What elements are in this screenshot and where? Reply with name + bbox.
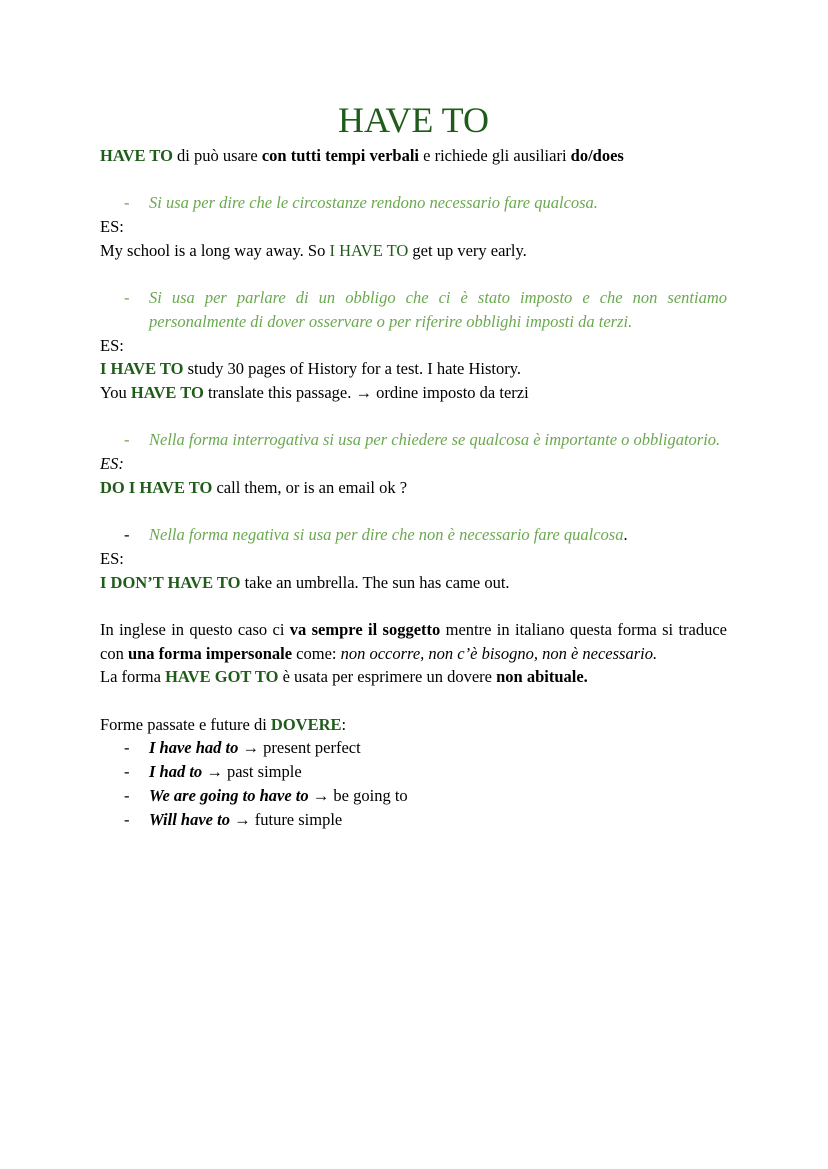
- list-item: - I had to → past simple: [124, 762, 302, 782]
- document-page: [100, 100, 727, 831]
- example-sentence: DO I HAVE TO call them, or is an email ok ?: [100, 477, 408, 497]
- example-sentence: You HAVE TO translate this passage. → ordine imposto da terzi: [100, 383, 529, 402]
- rule-bullet-1: - Si usa per dire che le circostanze rendono necessario fare qualcosa.: [124, 193, 598, 213]
- page-title: HAVE TO: [337, 100, 490, 140]
- example-label: ES:: [100, 548, 124, 568]
- list-item: - We are going to have to → be going to: [124, 785, 408, 805]
- example-sentence: I HAVE TO study 30 pages of History for a test. I hate History.: [100, 359, 522, 379]
- rule-bullet-3: - Nella forma interrogativa si usa per chiedere se qualcosa è importante o obbligatorio.: [124, 430, 721, 450]
- example-sentence: My school is a long way away. So I HAVE TO get up very early.: [100, 240, 527, 260]
- have-got-to-paragraph: La forma HAVE GOT TO è usata per esprimere un dovere non abituale.: [100, 667, 588, 687]
- rule-bullet-4: - Nella forma negativa si usa per dire che non è necessario fare qualcosa.: [124, 525, 628, 545]
- list-item: - Will have to → future simple: [124, 809, 343, 829]
- note-paragraph: In inglese in questo caso ci va sempre il soggetto mentre in italiano questa forma si traduce con una forma impersonale come: non occorre, non c’è bisogno, non è necessario.: [100, 619, 727, 663]
- example-label: ES:: [100, 335, 124, 355]
- list-item: - I have had to → present perfect: [124, 738, 361, 758]
- rule-bullet-2: - Si usa per parlare di un obbligo che ci è stato imposto e che non sentiamo personalmente di dover osservare o per riferire obblighi imposti da terzi.: [124, 288, 727, 331]
- forms-intro: Forme passate e future di DOVERE:: [100, 714, 347, 734]
- example-label: ES:: [100, 217, 124, 237]
- example-label: ES:: [100, 454, 124, 474]
- intro-paragraph: HAVE TO di può usare con tutti tempi verbali e richiede gli ausiliari do/does: [100, 146, 624, 165]
- example-sentence: I DON’T HAVE TO take an umbrella. The sun has came out.: [100, 572, 510, 592]
